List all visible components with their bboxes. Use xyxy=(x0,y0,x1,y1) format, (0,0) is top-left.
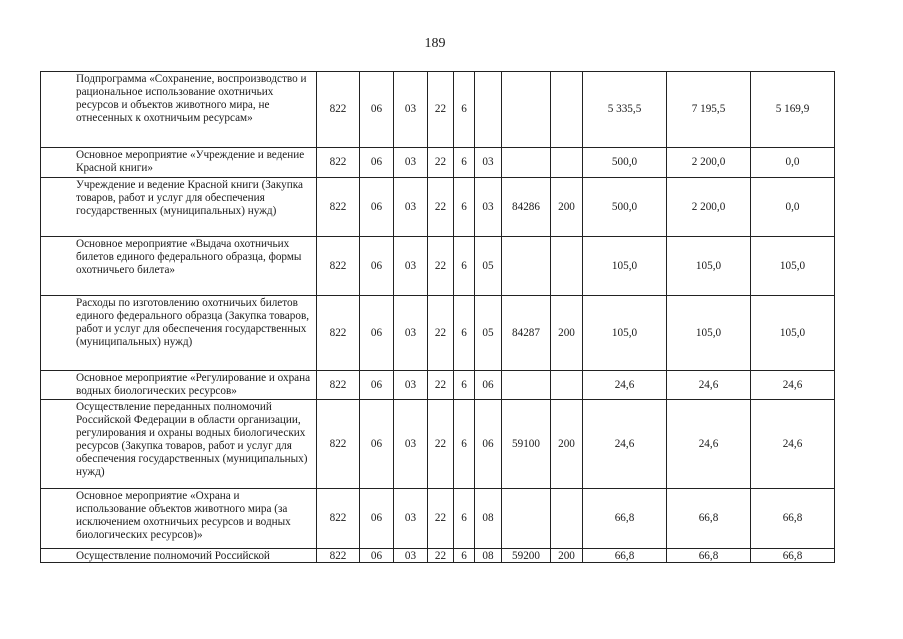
subprogram-code: 6 xyxy=(454,148,475,178)
amount-year-2: 105,0 xyxy=(667,237,751,296)
direction-code xyxy=(502,489,551,549)
expense-type-code: 200 xyxy=(551,549,583,563)
admin-code: 822 xyxy=(317,489,360,549)
program-code: 22 xyxy=(428,178,454,237)
page-number: 189 xyxy=(424,36,446,51)
amount-year-3: 66,8 xyxy=(751,549,835,563)
section-code: 06 xyxy=(360,296,394,371)
amount-year-3: 5 169,9 xyxy=(751,72,835,148)
amount-year-1: 105,0 xyxy=(583,237,667,296)
subsection-code: 03 xyxy=(394,371,428,400)
direction-code: 59200 xyxy=(502,549,551,563)
direction-code xyxy=(502,72,551,148)
program-code: 22 xyxy=(428,489,454,549)
amount-year-1: 500,0 xyxy=(583,148,667,178)
subsection-code: 03 xyxy=(394,237,428,296)
section-code: 06 xyxy=(360,72,394,148)
amount-year-3: 66,8 xyxy=(751,489,835,549)
table-row xyxy=(41,237,835,296)
program-code: 22 xyxy=(428,296,454,371)
direction-code xyxy=(502,371,551,400)
event-code: 08 xyxy=(475,549,502,563)
direction-code: 84286 xyxy=(502,178,551,237)
subprogram-code: 6 xyxy=(454,549,475,563)
expense-type-code: 200 xyxy=(551,400,583,489)
program-code: 22 xyxy=(428,237,454,296)
amount-year-2: 66,8 xyxy=(667,489,751,549)
direction-code: 59100 xyxy=(502,400,551,489)
row-name: Осуществление переданных полномочий Российской Федерации в области организации, регулирования и охраны водных биологических ресурсов (Закупка товаров, работ и услуг для обеспечения государственных (муниципальных) нужд) xyxy=(41,400,317,489)
row-name: Расходы по изготовлению охотничьих билетов единого федерального образца (Закупка товаров, работ и услуг для обеспечения государственных (муниципальных) нужд) xyxy=(41,296,317,371)
subsection-code: 03 xyxy=(394,400,428,489)
admin-code: 822 xyxy=(317,237,360,296)
subsection-code: 03 xyxy=(394,148,428,178)
row-name: Основное мероприятие «Учреждение и ведение Красной книги» xyxy=(41,148,317,178)
table-row xyxy=(41,296,835,371)
event-code: 06 xyxy=(475,371,502,400)
amount-year-2: 105,0 xyxy=(667,296,751,371)
budget-table xyxy=(40,71,835,563)
event-code: 08 xyxy=(475,489,502,549)
row-name: Основное мероприятие «Регулирование и охрана водных биологических ресурсов» xyxy=(41,371,317,400)
admin-code: 822 xyxy=(317,400,360,489)
subsection-code: 03 xyxy=(394,72,428,148)
table-row xyxy=(41,178,835,237)
amount-year-3: 105,0 xyxy=(751,296,835,371)
event-code: 03 xyxy=(475,178,502,237)
subsection-code: 03 xyxy=(394,549,428,563)
event-code: 06 xyxy=(475,400,502,489)
expense-type-code xyxy=(551,489,583,549)
row-name: Учреждение и ведение Красной книги (Закупка товаров, работ и услуг для обеспечения государственных (муниципальных) нужд) xyxy=(41,178,317,237)
event-code xyxy=(475,72,502,148)
direction-code xyxy=(502,148,551,178)
program-code: 22 xyxy=(428,400,454,489)
section-code: 06 xyxy=(360,400,394,489)
direction-code xyxy=(502,237,551,296)
event-code: 05 xyxy=(475,296,502,371)
direction-code: 84287 xyxy=(502,296,551,371)
amount-year-3: 0,0 xyxy=(751,178,835,237)
amount-year-2: 24,6 xyxy=(667,400,751,489)
table-row xyxy=(41,72,835,148)
subprogram-code: 6 xyxy=(454,371,475,400)
amount-year-3: 24,6 xyxy=(751,371,835,400)
amount-year-1: 66,8 xyxy=(583,489,667,549)
subsection-code: 03 xyxy=(394,296,428,371)
admin-code: 822 xyxy=(317,549,360,563)
program-code: 22 xyxy=(428,371,454,400)
expense-type-code xyxy=(551,148,583,178)
admin-code: 822 xyxy=(317,72,360,148)
subprogram-code: 6 xyxy=(454,72,475,148)
row-name: Подпрограмма «Сохранение, воспроизводство и рациональное использование охотничьих ресурсов и объектов животного мира, не отнесенных к охотничьим ресурсам» xyxy=(41,72,317,148)
amount-year-2: 2 200,0 xyxy=(667,178,751,237)
expense-type-code: 200 xyxy=(551,296,583,371)
program-code: 22 xyxy=(428,72,454,148)
admin-code: 822 xyxy=(317,178,360,237)
section-code: 06 xyxy=(360,371,394,400)
subsection-code: 03 xyxy=(394,489,428,549)
section-code: 06 xyxy=(360,489,394,549)
admin-code: 822 xyxy=(317,371,360,400)
table-row xyxy=(41,400,835,489)
section-code: 06 xyxy=(360,178,394,237)
admin-code: 822 xyxy=(317,296,360,371)
amount-year-2: 7 195,5 xyxy=(667,72,751,148)
expense-type-code xyxy=(551,371,583,400)
subprogram-code: 6 xyxy=(454,296,475,371)
expense-type-code xyxy=(551,237,583,296)
row-name: Основное мероприятие «Охрана и использование объектов животного мира (за исключением охотничьих ресурсов и водных биологических ресурсов)» xyxy=(41,489,317,549)
event-code: 03 xyxy=(475,148,502,178)
section-code: 06 xyxy=(360,237,394,296)
admin-code: 822 xyxy=(317,148,360,178)
amount-year-1: 105,0 xyxy=(583,296,667,371)
section-code: 06 xyxy=(360,549,394,563)
program-code: 22 xyxy=(428,148,454,178)
table-row xyxy=(41,371,835,400)
subprogram-code: 6 xyxy=(454,400,475,489)
amount-year-1: 24,6 xyxy=(583,371,667,400)
amount-year-1: 66,8 xyxy=(583,549,667,563)
amount-year-3: 0,0 xyxy=(751,148,835,178)
amount-year-3: 105,0 xyxy=(751,237,835,296)
subprogram-code: 6 xyxy=(454,178,475,237)
amount-year-1: 500,0 xyxy=(583,178,667,237)
expense-type-code xyxy=(551,72,583,148)
table-row xyxy=(41,489,835,549)
amount-year-2: 66,8 xyxy=(667,549,751,563)
amount-year-1: 5 335,5 xyxy=(583,72,667,148)
section-code: 06 xyxy=(360,148,394,178)
amount-year-2: 24,6 xyxy=(667,371,751,400)
amount-year-3: 24,6 xyxy=(751,400,835,489)
subprogram-code: 6 xyxy=(454,489,475,549)
amount-year-2: 2 200,0 xyxy=(667,148,751,178)
subsection-code: 03 xyxy=(394,178,428,237)
table-row xyxy=(41,549,835,563)
table-row xyxy=(41,148,835,178)
table-body xyxy=(41,72,835,563)
program-code: 22 xyxy=(428,549,454,563)
amount-year-1: 24,6 xyxy=(583,400,667,489)
row-name: Осуществление полномочий Российской xyxy=(41,549,317,563)
row-name: Основное мероприятие «Выдача охотничьих билетов единого федерального образца, формы охотничьего билета» xyxy=(41,237,317,296)
event-code: 05 xyxy=(475,237,502,296)
expense-type-code: 200 xyxy=(551,178,583,237)
subprogram-code: 6 xyxy=(454,237,475,296)
